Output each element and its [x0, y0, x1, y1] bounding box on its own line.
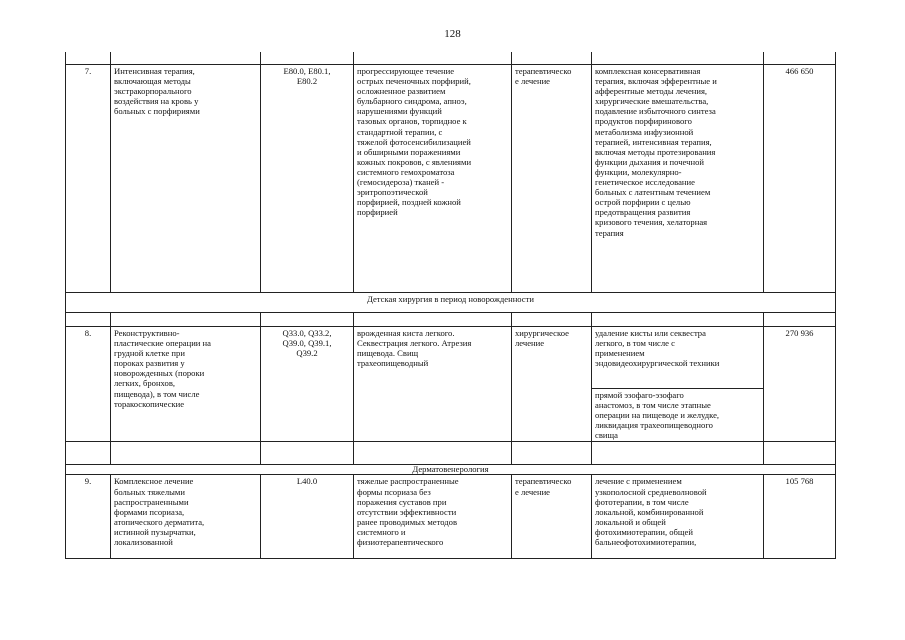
icd-codes: E80.0, E80.1, E80.2 — [261, 65, 354, 293]
section-header-row — [66, 293, 836, 313]
treatment-method: удаление кисты или секвестра легкого, в том числе с применением эндовидеохирургической техники — [592, 327, 764, 389]
table-row-spacer — [66, 313, 836, 327]
row-number: 9. — [66, 475, 111, 559]
section-title: Детская хирургия в период новорожденности — [66, 293, 836, 313]
table-row-spacer — [66, 442, 836, 465]
treatment-method-alt: прямой эзофаго-эзофаго анастомоз, в том числе этапные операции на пищеводе и желудке, ликвидация трахеопищеводного свища — [592, 389, 764, 442]
service-name: Интенсивная терапия, включающая методы экстракорпорального воздействия на кровь у больных с порфириями — [111, 65, 261, 293]
service-name: Реконструктивно- пластические операции на грудной клетке при пороках развития у новорожденных (пороки легких, бронхов, пищевода), в том числе торакоскопические — [111, 327, 261, 442]
treatment-method: лечение с применением узкополосной средневолновой фототерапии, в том числе локальной, комбинированной локальной и общей фотохимиотерапии, общей бальнеофотохимиотерапии, — [592, 475, 764, 559]
treatment-type: терапевтическо е лечение — [512, 475, 592, 559]
table-row — [66, 475, 836, 559]
price: 270 936 — [764, 327, 836, 442]
icd-codes: Q33.0, Q33.2, Q39.0, Q39.1, Q39.2 — [261, 327, 354, 442]
row-number: 7. — [66, 65, 111, 293]
services-table — [65, 52, 836, 559]
patient-model: врожденная киста легкого. Секвестрация легкого. Атрезия пищевода. Свищ трахеопищеводный — [354, 327, 512, 442]
treatment-method: комплексная консервативная терапия, включая эфферентные и афферентные методы лечения, хирургические вмешательства, подавление избыточного синтеза продуктов порфиринового метаболизма инфузионной терапией, интенсивная терапия, включая методы протезирования функции дыхания и почечной функции, молекулярно- генетическое исследование больных с латентным течением острой порфирии с целью предотвращения развития кризового течения, хелаторная терапия — [592, 65, 764, 293]
treatment-type: хирургическое лечение — [512, 327, 592, 442]
patient-model: тяжелые распространенные формы псориаза без поражения суставов при отсутствии эффективности ранее проводимых методов системного и физиотерапевтического — [354, 475, 512, 559]
price: 466 650 — [764, 65, 836, 293]
table-row-stub — [66, 52, 836, 65]
section-title: Дерматовенерология — [66, 465, 836, 475]
row-number: 8. — [66, 327, 111, 442]
table-row — [66, 327, 836, 389]
treatment-type: терапевтическо е лечение — [512, 65, 592, 293]
page-number: 128 — [444, 28, 461, 40]
patient-model: прогрессирующее течение острых печеночных порфирий, осложненное развитием бульбарного синдрома, апноэ, нарушениями функций тазовых органов, торпидное к стандартной терапии, с тяжелой фотосенсибилизацией и обширными поражениями кожных покровов, с явлениями системного гемохроматоза (гемосидероза) тканей - эритропоэтической порфирией, поздней кожной порфирией — [354, 65, 512, 293]
service-name: Комплексное лечение больных тяжелыми распространенными формами псориаза, атопического дерматита, истинной пузырчатки, локализованной — [111, 475, 261, 559]
price: 105 768 — [764, 475, 836, 559]
icd-codes: L40.0 — [261, 475, 354, 559]
section-header-row — [66, 465, 836, 475]
table-row — [66, 65, 836, 293]
